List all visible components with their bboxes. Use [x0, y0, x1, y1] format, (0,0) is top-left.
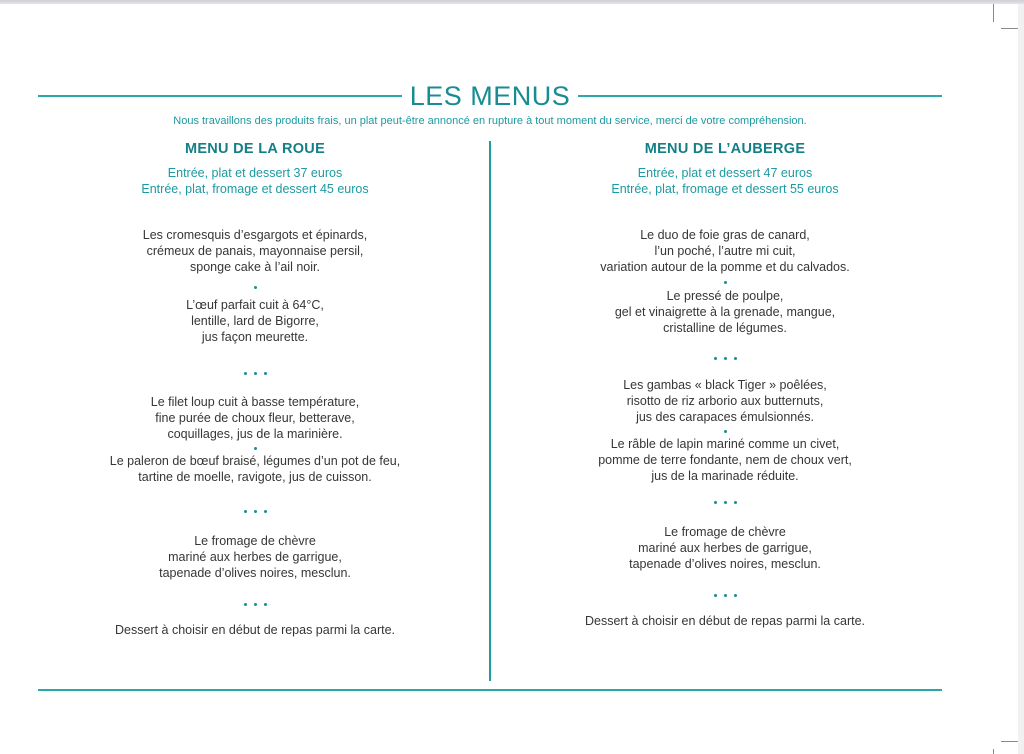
dot-icon — [714, 501, 717, 504]
column-divider — [489, 141, 491, 681]
dot-icon — [254, 447, 257, 450]
dish-entree-1: Les cromesquis d’esgargots et épinards, crémeux de panais, mayonnaise persil, sponge cake à l’ail noir. — [142, 228, 368, 274]
menu-prices — [40, 165, 470, 197]
dish-entree-2: Le pressé de poulpe, gel et vinaigrette à la grenade, mangue, cristalline de légumes. — [614, 289, 836, 335]
menu-prices — [510, 165, 940, 197]
separator-three-dots — [40, 599, 470, 609]
price-line: Entrée, plat et dessert 47 euros — [637, 166, 813, 180]
dot-icon — [254, 603, 257, 606]
dot-icon — [254, 286, 257, 289]
dish-plat-1: Le filet loup cuit à basse température, fine purée de choux fleur, betterave, coquillages, jus de la marinière. — [150, 395, 360, 441]
dot-icon — [714, 357, 717, 360]
dish-entree-2: L’œuf parfait cuit à 64°C, lentille, lard de Bigorre, jus façon meurette. — [186, 298, 324, 344]
page-title: LES MENUS — [409, 81, 571, 111]
dot-icon — [724, 430, 727, 433]
separator-three-dots — [510, 497, 940, 507]
dot-icon — [244, 372, 247, 375]
title-rule-left — [38, 95, 402, 97]
dot-icon — [264, 372, 267, 375]
dish-fromage: Le fromage de chèvre mariné aux herbes de garrigue, tapenade d’olives noires, mesclun. — [159, 534, 351, 580]
price-line: Entrée, plat et dessert 37 euros — [167, 166, 343, 180]
crop-mark-icon — [1001, 741, 1018, 742]
bottom-rule — [38, 689, 942, 691]
separator-single-dot — [510, 426, 940, 436]
menu-title: MENU DE LA ROUE — [184, 141, 326, 157]
dot-icon — [734, 501, 737, 504]
title-rule-right — [578, 95, 942, 97]
price-line: Entrée, plat, fromage et dessert 45 euros — [141, 182, 369, 196]
dot-icon — [254, 372, 257, 375]
menu-column-auberge — [510, 140, 940, 629]
crop-mark-icon — [993, 749, 994, 754]
dot-icon — [724, 501, 727, 504]
dish-fromage: Le fromage de chèvre mariné aux herbes de garrigue, tapenade d’olives noires, mesclun. — [629, 525, 821, 571]
separator-three-dots — [510, 353, 940, 363]
crop-mark-icon — [1001, 28, 1018, 29]
dot-icon — [734, 594, 737, 597]
dot-icon — [714, 594, 717, 597]
dot-icon — [244, 603, 247, 606]
separator-three-dots — [40, 506, 470, 516]
price-line: Entrée, plat, fromage et dessert 55 euros — [611, 182, 839, 196]
page-title-row — [38, 80, 942, 112]
dot-icon — [264, 510, 267, 513]
menu-page — [0, 4, 1018, 754]
menu-title: MENU DE L’AUBERGE — [644, 141, 806, 157]
dish-plat-1: Les gambas « black Tiger » poêlées, risotto de riz arborio aux butternuts, jus des carapaces émulsionnés. — [623, 378, 827, 424]
dot-icon — [724, 281, 727, 284]
page-notice: Nous travaillons des produits frais, un plat peut-être annoncé en rupture à tout moment du service, merci de votre compréhension. — [173, 115, 807, 127]
separator-three-dots — [40, 368, 470, 378]
dot-icon — [724, 357, 727, 360]
dot-icon — [734, 357, 737, 360]
crop-mark-icon — [993, 4, 994, 22]
menu-column-roue — [40, 140, 470, 638]
dot-icon — [264, 603, 267, 606]
dish-plat-2: Le râble de lapin mariné comme un civet, pomme de terre fondante, nem de choux vert, jus de la marinade réduite. — [598, 437, 852, 483]
dish-dessert: Dessert à choisir en début de repas parmi la carte. — [115, 623, 395, 637]
separator-single-dot — [510, 277, 940, 287]
separator-single-dot — [40, 443, 470, 453]
dish-dessert: Dessert à choisir en début de repas parmi la carte. — [585, 614, 865, 628]
dot-icon — [244, 510, 247, 513]
dot-icon — [724, 594, 727, 597]
dish-entree-1: Le duo de foie gras de canard, l’un poché, l’autre mi cuit, variation autour de la pomme et du calvados. — [600, 228, 850, 274]
dot-icon — [254, 510, 257, 513]
separator-single-dot — [40, 282, 470, 292]
separator-three-dots — [510, 590, 940, 600]
dish-plat-2: Le paleron de bœuf braisé, légumes d’un pot de feu, tartine de moelle, ravigote, jus de cuisson. — [109, 454, 401, 484]
